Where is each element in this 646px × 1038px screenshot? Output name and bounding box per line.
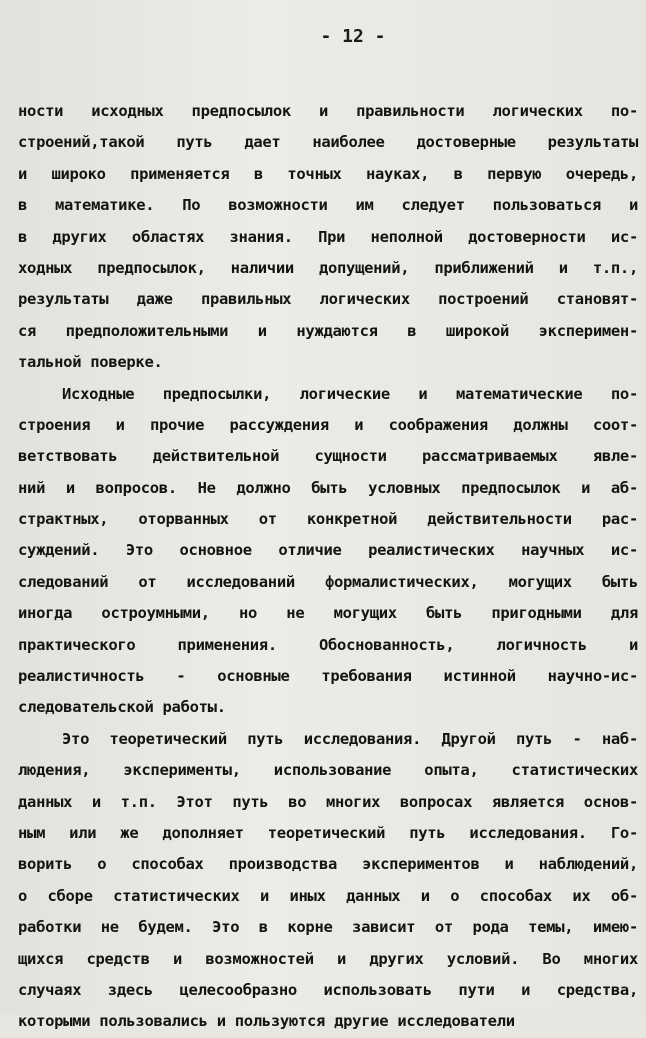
body-text xyxy=(18,96,638,1038)
text-line: иногда остроумными, но не могущих быть пригодными для xyxy=(18,604,638,623)
text-line: строения и прочие рассуждения и соображения должны соот- xyxy=(18,415,638,434)
text-line: и широко применяется в точных науках, в первую очередь, xyxy=(18,164,638,183)
text-line: суждений. Это основное отличие реалистических научных ис- xyxy=(18,541,638,560)
text-line: строений,такой путь дает наиболее достоверные результаты xyxy=(18,133,638,152)
text-line: результаты даже правильных логических построений становят- xyxy=(18,290,638,309)
text-line: ходных предпосылок, наличии допущений, приближений и т.п., xyxy=(18,258,638,277)
page-number: - 12 - xyxy=(320,26,386,47)
paragraph-3 xyxy=(18,724,638,1038)
text-line: ся предположительными и нуждаются в широкой эксперимен- xyxy=(18,321,638,340)
text-line: в других областях знания. При неполной достоверности ис- xyxy=(18,227,638,246)
text-line: о сборе статистических и иных данных и о способах их об- xyxy=(18,886,638,905)
text-line: в математике. По возможности им следует пользоваться и xyxy=(18,196,638,215)
text-line: Это теоретический путь исследования. Другой путь - наб- xyxy=(62,729,638,748)
paragraph-1 xyxy=(18,96,638,379)
text-line: следовательской работы. xyxy=(18,698,226,717)
text-line: ний и вопросов. Не должно быть условных предпосылок и аб- xyxy=(18,478,638,497)
text-line: следований от исследований формалистических, могущих быть xyxy=(18,572,638,591)
text-line: случаях здесь целесообразно использовать пути и средства, xyxy=(18,980,638,999)
text-line: ветствовать действительной сущности рассматриваемых явле- xyxy=(18,447,638,466)
text-line: работки не будем. Это в корне зависит от рода темы, имею- xyxy=(18,918,638,937)
text-line: ворить о способах производства экспериментов и наблюдений, xyxy=(18,855,638,874)
text-line: тальной поверке. xyxy=(18,353,163,372)
text-line: ности исходных предпосылок и правильности логических по- xyxy=(18,102,638,120)
text-line: данных и т.п. Этот путь во многих вопросах является основ- xyxy=(18,792,638,811)
text-line: людения, эксперименты, использование опыта, статистических xyxy=(18,761,638,780)
text-line: щихся средств и возможностей и других условий. Во многих xyxy=(18,949,638,968)
text-line: практического применения. Обоснованность, логичность и xyxy=(18,635,638,654)
text-line: реалистичность - основные требования истинной научно-ис- xyxy=(18,667,638,686)
text-line: которыми пользовались и пользуются другие исследователи xyxy=(18,1012,515,1031)
text-line: Исходные предпосылки, логические и математические по- xyxy=(62,384,638,403)
text-line: страктных, оторванных от конкретной действительности рас- xyxy=(18,510,638,529)
text-line: ным или же дополняет теоретический путь исследования. Го- xyxy=(18,823,638,842)
paragraph-2 xyxy=(18,379,638,724)
